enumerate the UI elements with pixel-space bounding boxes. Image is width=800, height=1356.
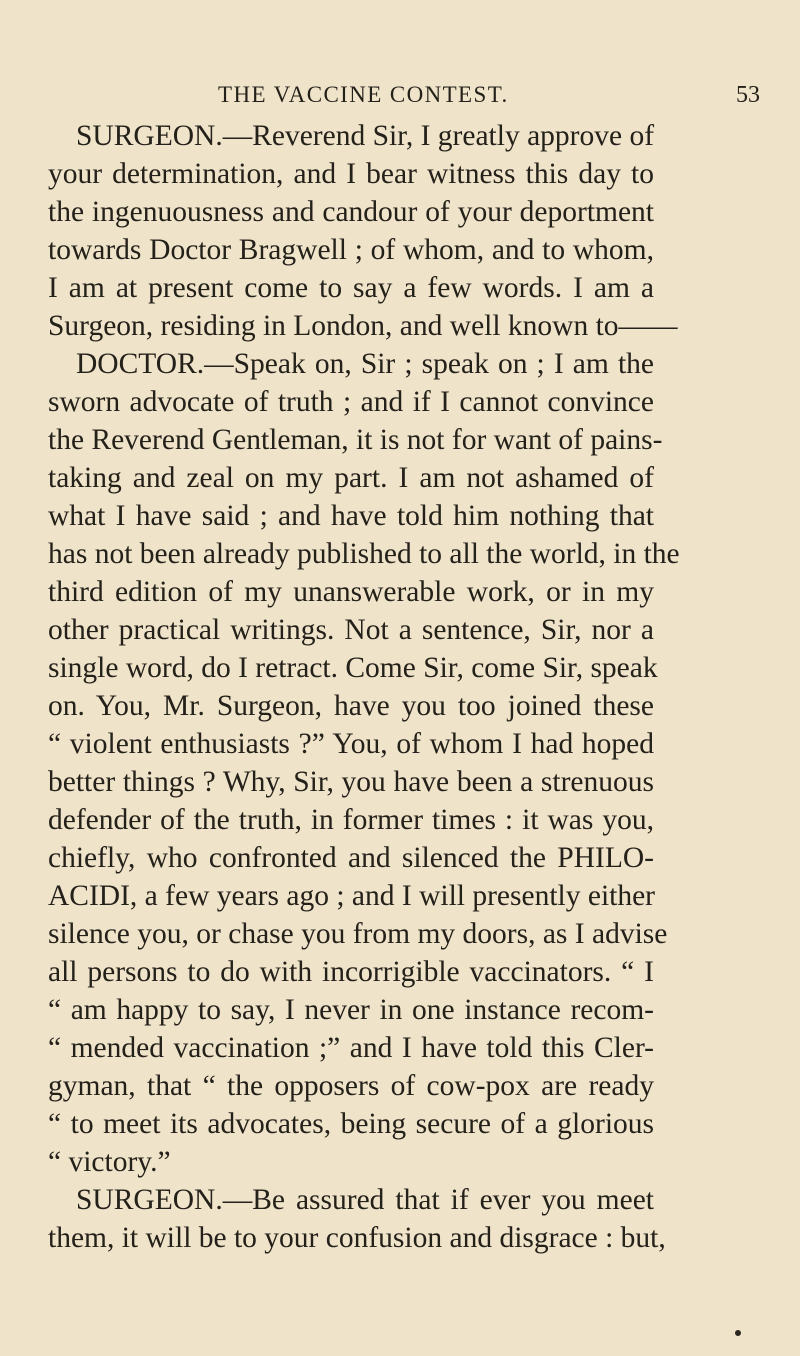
text-line: better things ? Why, Sir, you have been a strenuous: [48, 766, 654, 798]
text-line: I am at present come to say a few words. I am a: [48, 272, 654, 304]
text-line: chiefly, who confronted and silenced the PHILO-: [48, 842, 654, 874]
text-line: taking and zeal on my part. I am not ashamed of: [48, 462, 654, 494]
text-line: towards Doctor Bragwell ; of whom, and to whom,: [48, 234, 654, 266]
ink-speck: [735, 1330, 741, 1336]
text-line: the Reverend Gentleman, it is not for want of pains-: [48, 424, 663, 456]
page-number: 53: [736, 82, 760, 108]
text-line: gyman, that “ the opposers of cow-pox are ready: [48, 1070, 654, 1102]
running-head: [0, 82, 800, 122]
text-line: all persons to do with incorrigible vaccinators. “ I: [48, 956, 654, 988]
text-line: SURGEON.—Reverend Sir, I greatly approve of: [76, 120, 655, 152]
text-line: other practical writings. Not a sentence, Sir, nor a: [48, 614, 654, 646]
text-line: the ingenuousness and candour of your deportment: [48, 196, 654, 228]
text-line: silence you, or chase you from my doors, as I advise: [48, 918, 668, 950]
text-line: “ to meet its advocates, being secure of a glorious: [48, 1108, 654, 1140]
running-title: THE VACCINE CONTEST.: [218, 82, 509, 107]
text-line: DOCTOR.—Speak on, Sir ; speak on ; I am the: [76, 348, 654, 380]
text-line: has not been already published to all the world, in the: [48, 538, 680, 570]
text-line: your determination, and I bear witness this day to: [48, 158, 654, 190]
text-line: Surgeon, residing in London, and well known to——: [48, 310, 678, 342]
text-line: third edition of my unanswerable work, or in my: [48, 576, 654, 608]
text-line: single word, do I retract. Come Sir, come Sir, speak: [48, 652, 658, 684]
text-line: “ victory.”: [48, 1146, 171, 1178]
text-line: defender of the truth, in former times : it was you,: [48, 804, 654, 836]
text-line: SURGEON.—Be assured that if ever you meet: [76, 1184, 654, 1216]
text-line: “ am happy to say, I never in one instance recom-: [48, 994, 654, 1026]
text-line: “ mended vaccination ;” and I have told this Cler-: [48, 1032, 654, 1064]
text-line: sworn advocate of truth ; and if I cannot convince: [48, 386, 654, 418]
text-line: “ violent enthusiasts ?” You, of whom I had hoped: [48, 728, 654, 760]
text-line: what I have said ; and have told him nothing that: [48, 500, 654, 532]
text-line: ACIDI, a few years ago ; and I will presently either: [48, 880, 655, 912]
text-line: them, it will be to your confusion and disgrace : but,: [48, 1222, 666, 1254]
text-line: on. You, Mr. Surgeon, have you too joined these: [48, 690, 654, 722]
